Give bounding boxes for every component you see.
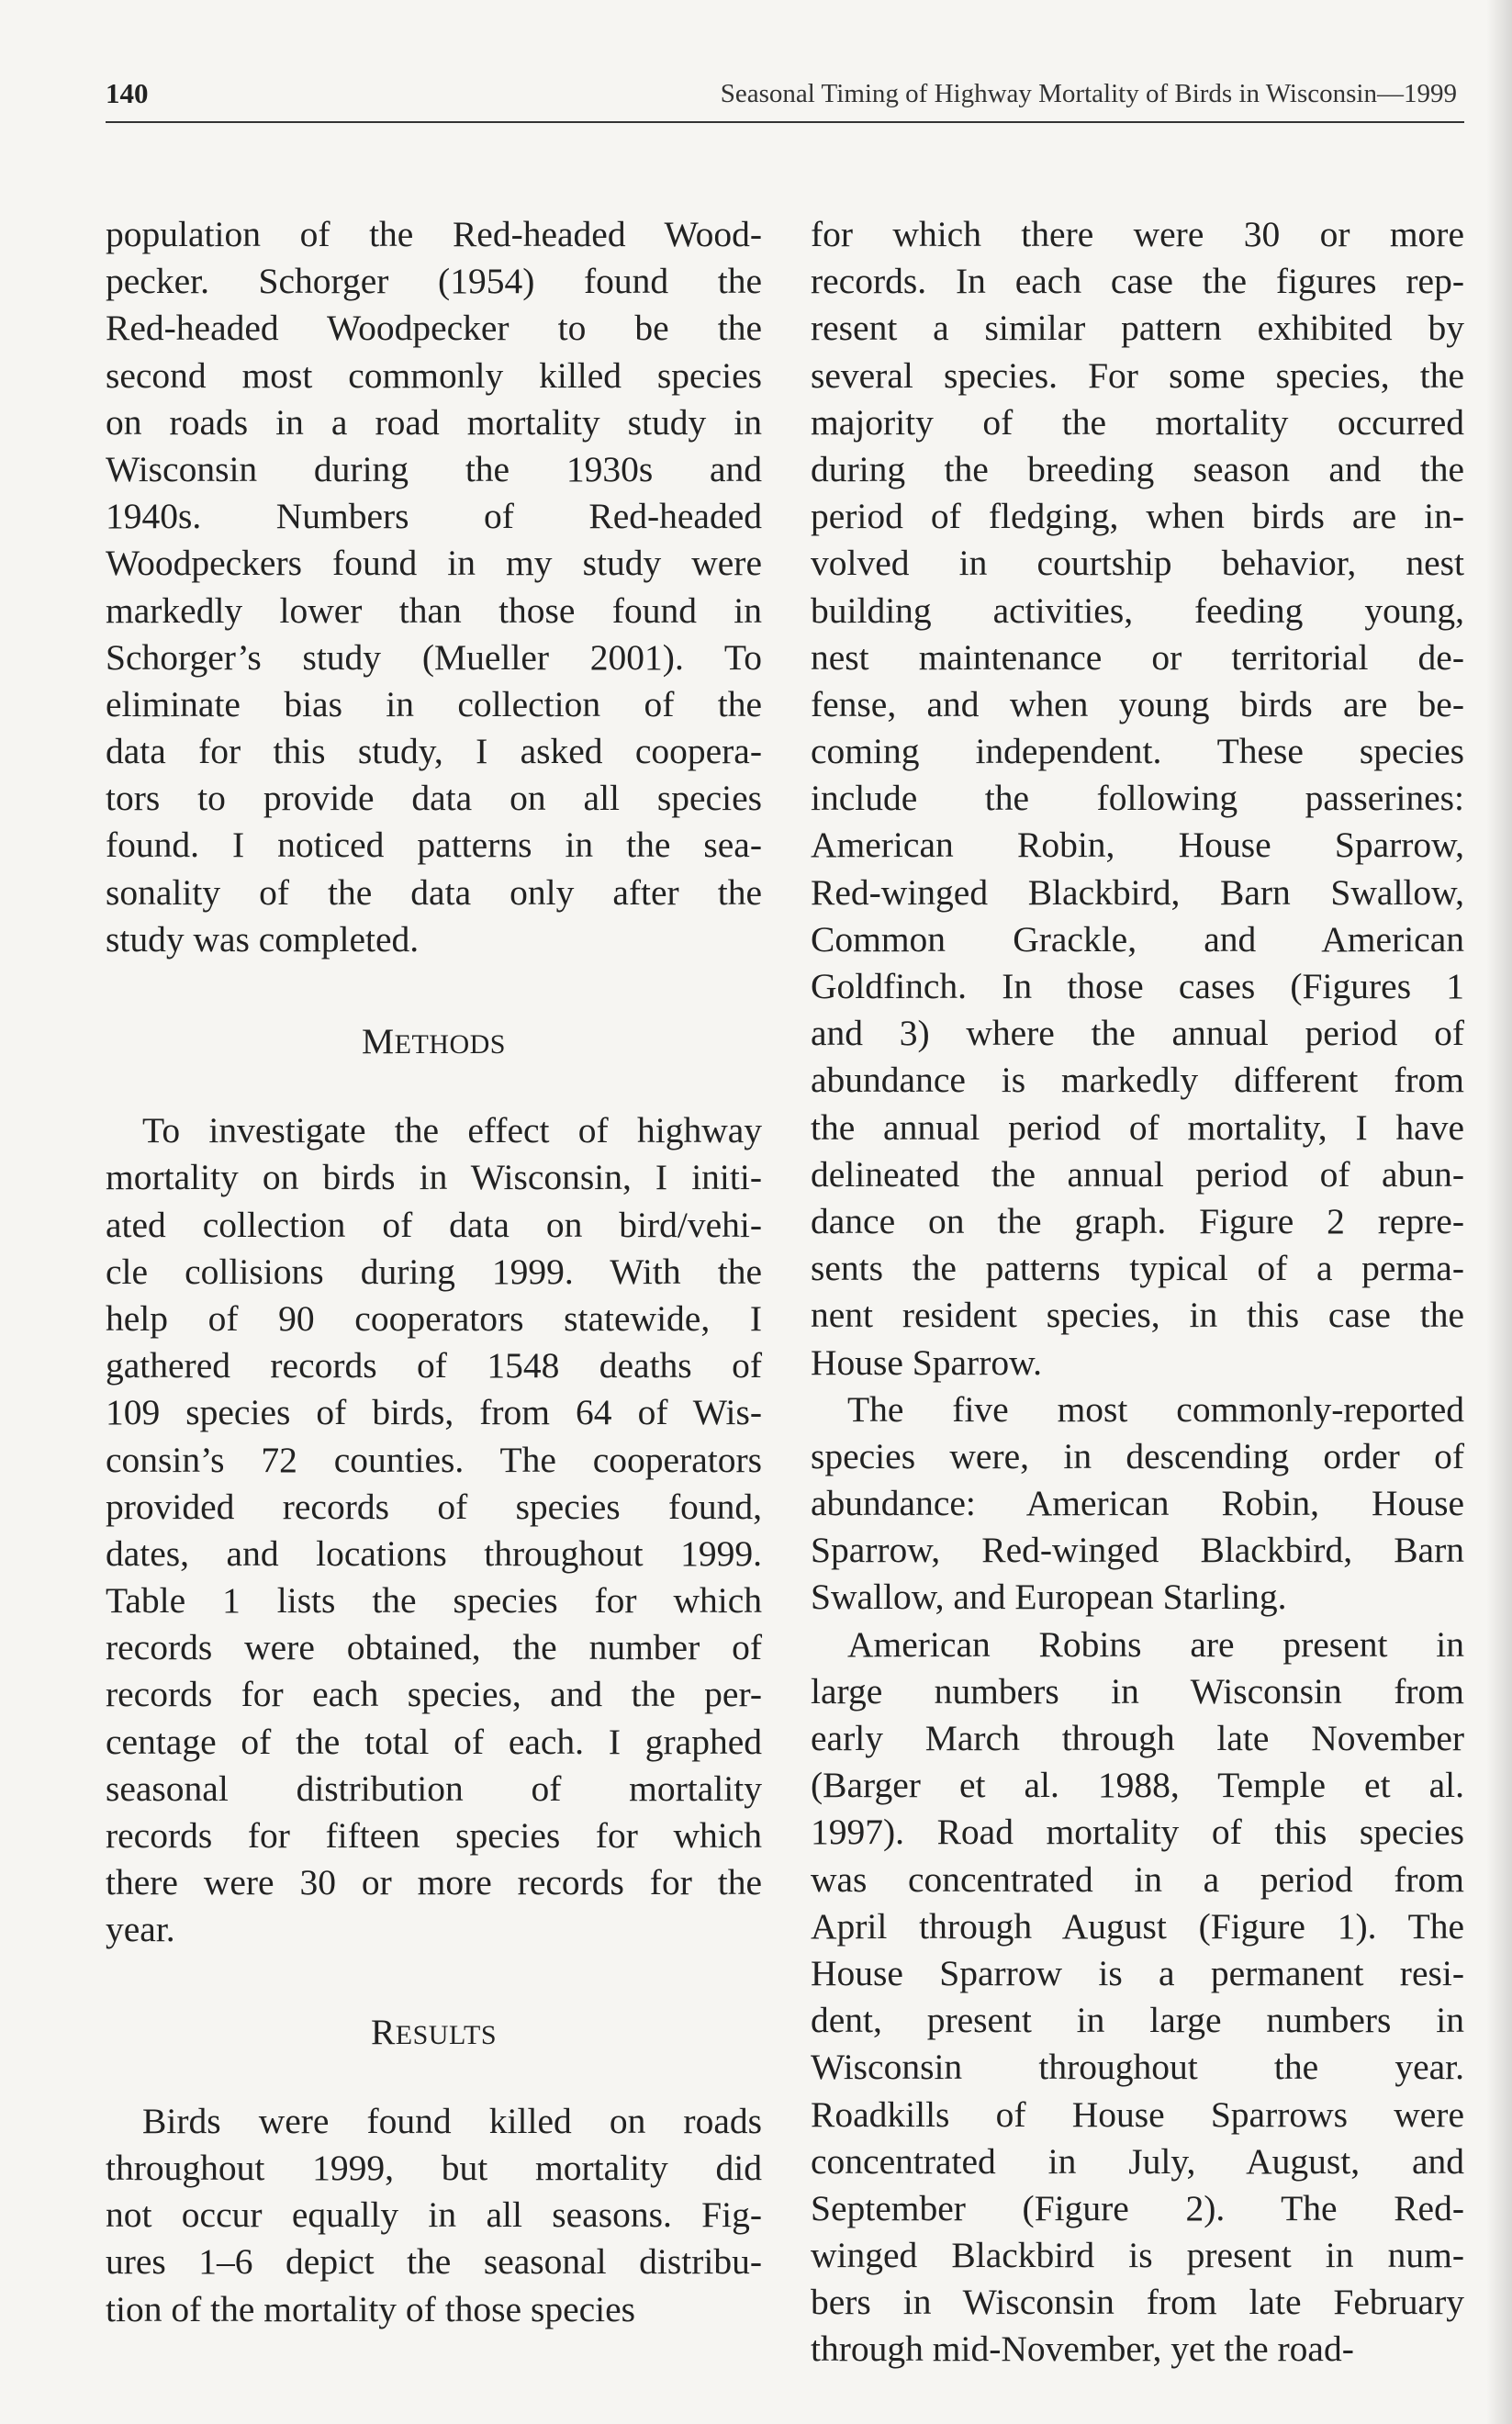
text-line: abundance is markedly different from <box>811 1060 1464 1101</box>
results-continued-paragraph <box>811 211 1464 1386</box>
text-line: To investigate the effect of highway <box>142 1110 762 1151</box>
text-line: species were, in descending order of <box>811 1435 1464 1476</box>
text-line: American Robin, House Sparrow, <box>811 825 1464 866</box>
methods-heading: METHODS <box>362 1021 506 1061</box>
most-common-species-paragraph <box>811 1386 1464 1622</box>
text-line: not occur equally in all seasons. Fig- <box>106 2194 762 2236</box>
text-line: found. I noticed patterns in the sea- <box>106 825 762 866</box>
methods-paragraph <box>106 1107 762 1953</box>
text-line: Roadkills of House Sparrows were <box>811 2093 1464 2135</box>
text-line: nent resident species, in this case the <box>811 1295 1464 1336</box>
text-line: consin’s 72 counties. The cooperators <box>106 1439 762 1480</box>
text-line: House Sparrow is a permanent resi- <box>811 1952 1464 1993</box>
text-line: ures 1–6 depict the seasonal distribu- <box>106 2241 762 2283</box>
text-line: bers in Wisconsin from late February <box>811 2282 1464 2323</box>
text-line: building activities, feeding young, <box>811 589 1464 631</box>
text-line: September (Figure 2). The Red- <box>811 2187 1464 2228</box>
text-line: records. In each case the figures rep- <box>811 261 1464 302</box>
text-line: resent a similar pattern exhibited by <box>811 308 1464 349</box>
text-line: dent, present in large numbers in <box>811 2000 1464 2041</box>
text-line: Red-winged Blackbird, Barn Swallow, <box>811 871 1464 913</box>
text-line: tion of the mortality of those species <box>106 2288 636 2329</box>
text-line: majority of the mortality occurred <box>811 401 1464 443</box>
text-line: American Robins are present in <box>847 1623 1464 1665</box>
running-title: Seasonal Timing of Highway Mortality of Birds in Wisconsin—1999 <box>720 79 1457 108</box>
text-line: help of 90 cooperators statewide, I <box>106 1297 762 1339</box>
text-line: The five most commonly-reported <box>847 1388 1464 1430</box>
text-line: nest maintenance or territorial de- <box>811 636 1464 678</box>
text-line: 109 species of birds, from 64 of Wis- <box>106 1392 762 1433</box>
text-line: Schorger’s study (Mueller 2001). To <box>106 636 762 678</box>
text-line: dates, and locations throughout 1999. <box>106 1532 762 1574</box>
text-line: period of fledging, when birds are in- <box>811 496 1464 537</box>
text-line: centage of the total of each. I graphed <box>106 1721 762 1762</box>
text-line: (Barger et al. 1988, Temple et al. <box>811 1765 1464 1806</box>
text-line: Birds were found killed on roads <box>142 2100 762 2141</box>
text-line: and 3) where the annual period of <box>811 1013 1464 1054</box>
text-line: early March through late November <box>811 1718 1464 1758</box>
running-head <box>106 73 1464 123</box>
text-line: seasonal distribution of mortality <box>106 1768 762 1809</box>
text-line: 1997). Road mortality of this species <box>811 1812 1464 1853</box>
text-line: there were 30 or more records for the <box>106 1862 762 1903</box>
text-line: through mid-November, yet the road- <box>811 2329 1354 2370</box>
page-number: 140 <box>106 77 149 109</box>
text-line: eliminate bias in collection of the <box>106 683 762 724</box>
text-line: Table 1 lists the species for which <box>106 1580 762 1622</box>
robin-sparrow-paragraph <box>811 1622 1464 2374</box>
text-line: Common Grackle, and American <box>811 918 1464 960</box>
text-line: House Sparrow. <box>811 1341 1042 1383</box>
text-line: the annual period of mortality, I have <box>811 1106 1464 1148</box>
results-heading: RESULTS <box>370 2011 498 2052</box>
text-line: pecker. Schorger (1954) found the <box>106 261 762 302</box>
text-line: Goldfinch. In those cases (Figures 1 <box>811 966 1464 1006</box>
text-line: on roads in a road mortality study in <box>106 401 762 443</box>
text-line: population of the Red-headed Wood- <box>106 214 762 254</box>
text-line: delineated the annual period of abun- <box>811 1153 1464 1195</box>
text-line: ated collection of data on bird/vehi- <box>106 1204 762 1245</box>
results-paragraph <box>106 2098 762 2333</box>
text-line: April through August (Figure 1). The <box>811 1905 1464 1947</box>
text-line: records were obtained, the number of <box>106 1627 762 1668</box>
text-line: for which there were 30 or more <box>811 214 1464 254</box>
intro-paragraph <box>106 211 762 963</box>
text-line: abundance: American Robin, House <box>811 1483 1464 1524</box>
text-line: include the following passerines: <box>811 778 1464 819</box>
text-line: during the breeding season and the <box>811 448 1464 489</box>
text-line: Swallow, and European Starling. <box>811 1577 1287 1618</box>
text-line: winged Blackbird is present in num- <box>811 2235 1464 2276</box>
text-line: records for fifteen species for which <box>106 1815 762 1856</box>
text-line: concentrated in July, August, and <box>811 2140 1464 2182</box>
text-line: sonality of the data only after the <box>106 871 762 913</box>
text-line: records for each species, and the per- <box>106 1674 762 1715</box>
text-line: dance on the graph. Figure 2 repre- <box>811 1200 1464 1241</box>
text-line: several species. For some species, the <box>811 354 1464 396</box>
text-line: Wisconsin during the 1930s and <box>106 448 762 489</box>
text-line: Red-headed Woodpecker to be the <box>106 308 762 349</box>
text-line: Woodpeckers found in my study were <box>106 543 762 584</box>
text-line: Wisconsin throughout the year. <box>811 2047 1464 2088</box>
text-line: fense, and when young birds are be- <box>811 683 1464 724</box>
text-line: year. <box>106 1909 175 1950</box>
text-line: gathered records of 1548 deaths of <box>106 1345 762 1386</box>
text-line: second most commonly killed species <box>106 354 762 396</box>
left-column <box>106 211 762 2333</box>
text-line: large numbers in Wisconsin from <box>811 1670 1464 1711</box>
text-line: 1940s. Numbers of Red-headed <box>106 496 762 537</box>
text-line: volved in courtship behavior, nest <box>811 543 1464 584</box>
text-line: cle collisions during 1999. With the <box>106 1251 762 1292</box>
page-edge-shadow <box>1486 0 1512 2424</box>
text-line: markedly lower than those found in <box>106 589 762 631</box>
text-line: provided records of species found, <box>106 1486 762 1527</box>
text-line: was concentrated in a period from <box>811 1858 1464 1900</box>
text-line: throughout 1999, but mortality did <box>106 2147 762 2188</box>
right-column <box>811 211 1464 2374</box>
text-line: sents the patterns typical of a perma- <box>811 1248 1464 1289</box>
text-line: coming independent. These species <box>811 731 1464 772</box>
text-line: data for this study, I asked coopera- <box>106 731 762 772</box>
text-line: Sparrow, Red-winged Blackbird, Barn <box>811 1530 1464 1571</box>
text-line: tors to provide data on all species <box>106 778 762 819</box>
text-line: mortality on birds in Wisconsin, I initi- <box>106 1157 762 1198</box>
text-line: study was completed. <box>106 918 420 960</box>
